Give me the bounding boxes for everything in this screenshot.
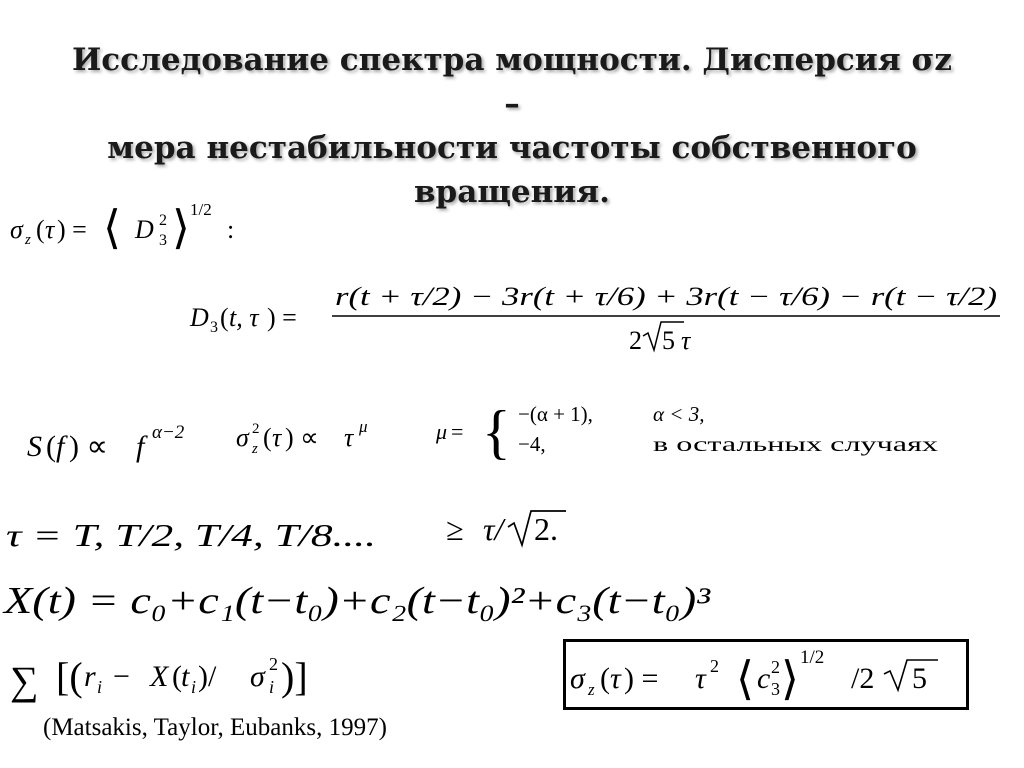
svg-text:τ: τ [272, 423, 282, 452]
least-squares-formula [10, 654, 308, 703]
svg-text:f: f [56, 430, 65, 463]
svg-text:τ: τ [695, 662, 706, 695]
svg-text:)]: )] [281, 654, 308, 699]
sigma-tau-formula [236, 417, 368, 457]
svg-text:5: 5 [912, 662, 927, 695]
svg-text:) =: ) = [624, 662, 659, 695]
svg-text:τ: τ [610, 662, 621, 695]
svg-text:≥: ≥ [446, 511, 464, 547]
svg-text:⟨: ⟨ [736, 653, 754, 704]
svg-text:(: ( [46, 430, 56, 463]
svg-text:=: = [451, 419, 464, 444]
polynomial: X(t) = c₀+c₁(t−t₀)+c₂(t−t₀)²+c₃(t−t₀)³ [1, 580, 711, 622]
svg-text:1/2: 1/2 [800, 647, 825, 668]
svg-text:)/: )/ [198, 660, 217, 693]
d3-formula [189, 282, 1000, 355]
title-line-2: мера нестабильности частоты собственного [107, 130, 917, 166]
mu-case2-cond: в остальных случаях [653, 434, 938, 456]
svg-text:σ: σ [236, 423, 249, 452]
svg-text:2: 2 [771, 657, 780, 677]
svg-text:σ: σ [10, 215, 23, 244]
reference-citation: (Matsakis, Taylor, Eubanks, 1997) [43, 714, 387, 741]
svg-text:τ/: τ/ [483, 511, 504, 547]
svg-text:) =: ) = [267, 303, 297, 332]
svg-text::: : [227, 215, 235, 244]
svg-text:⟩: ⟩ [172, 202, 190, 253]
title-line-3: вращения. [414, 174, 610, 210]
svg-text:(: ( [263, 423, 272, 452]
svg-text:i: i [191, 677, 197, 697]
svg-text:z: z [588, 680, 595, 699]
svg-text:i: i [97, 677, 103, 697]
tau-bound-formula [446, 511, 566, 547]
mu-case1-cond: α < 3, [653, 402, 705, 426]
svg-text:z: z [25, 232, 31, 248]
sigma-definition-formula [10, 200, 234, 253]
svg-text:2: 2 [710, 656, 719, 676]
svg-text:μ: μ [436, 419, 448, 444]
tau-values: τ = T, T/2, T/4, T/8.... [6, 517, 377, 553]
svg-text:i: i [269, 677, 275, 697]
svg-text:t: t [181, 660, 190, 693]
svg-text:τ: τ [681, 326, 691, 355]
svg-text:D: D [135, 215, 154, 244]
svg-text:) ∝: ) ∝ [285, 423, 319, 452]
svg-text:X: X [150, 660, 169, 693]
svg-text:{: { [482, 399, 511, 465]
svg-text:2: 2 [252, 421, 260, 437]
svg-text:2.: 2. [534, 511, 558, 547]
svg-text:μ: μ [359, 417, 368, 436]
result-box [563, 639, 969, 710]
svg-text:3: 3 [210, 319, 218, 336]
svg-text:S: S [27, 430, 42, 463]
mu-case1-expr: −(α + 1), [518, 402, 593, 426]
svg-text:∑: ∑ [10, 658, 39, 703]
svg-text:) =: ) = [57, 215, 87, 244]
svg-text:t, τ: t, τ [229, 303, 259, 332]
svg-text:⟩: ⟩ [781, 653, 799, 704]
svg-text:2: 2 [269, 654, 278, 674]
svg-text:2: 2 [159, 212, 167, 229]
svg-text:c: c [757, 662, 771, 695]
svg-text:3: 3 [771, 679, 780, 699]
svg-text:α−2: α−2 [152, 422, 185, 443]
svg-text:z: z [252, 441, 258, 457]
svg-text:σ: σ [570, 662, 585, 695]
svg-text:−: − [113, 660, 130, 693]
svg-text:[(: [( [56, 654, 83, 699]
mu-cases-formula [435, 399, 938, 465]
tau-values-formula [6, 517, 376, 553]
svg-text:f: f [136, 430, 145, 463]
svg-text:) ∝: ) ∝ [69, 430, 108, 463]
d3-numerator: r(t + τ/2) − 3r(t + τ/6) + 3r(t − τ/6) − r(t − τ/2) [335, 282, 997, 311]
svg-text:(: ( [220, 303, 229, 332]
svg-text:D: D [190, 303, 209, 332]
mu-case2-expr: −4, [518, 432, 546, 456]
svg-text:τ: τ [45, 215, 55, 244]
svg-text:⟨: ⟨ [103, 202, 121, 253]
svg-text:r: r [84, 660, 96, 693]
svg-text:σ: σ [250, 660, 265, 693]
title-line-1: Исследование спектра мощности. Дисперсия σz – [72, 42, 952, 122]
svg-text:1/2: 1/2 [190, 200, 212, 219]
svg-text:(: ( [600, 662, 610, 695]
spectrum-formula [27, 422, 185, 463]
svg-text:3: 3 [159, 232, 167, 249]
svg-text:(: ( [36, 215, 45, 244]
svg-text:2: 2 [629, 326, 642, 355]
svg-text:τ: τ [344, 423, 354, 452]
svg-text:(: ( [172, 660, 182, 693]
polynomial-formula [2, 580, 711, 622]
svg-text:5: 5 [662, 326, 675, 355]
svg-text:/2: /2 [851, 662, 875, 695]
